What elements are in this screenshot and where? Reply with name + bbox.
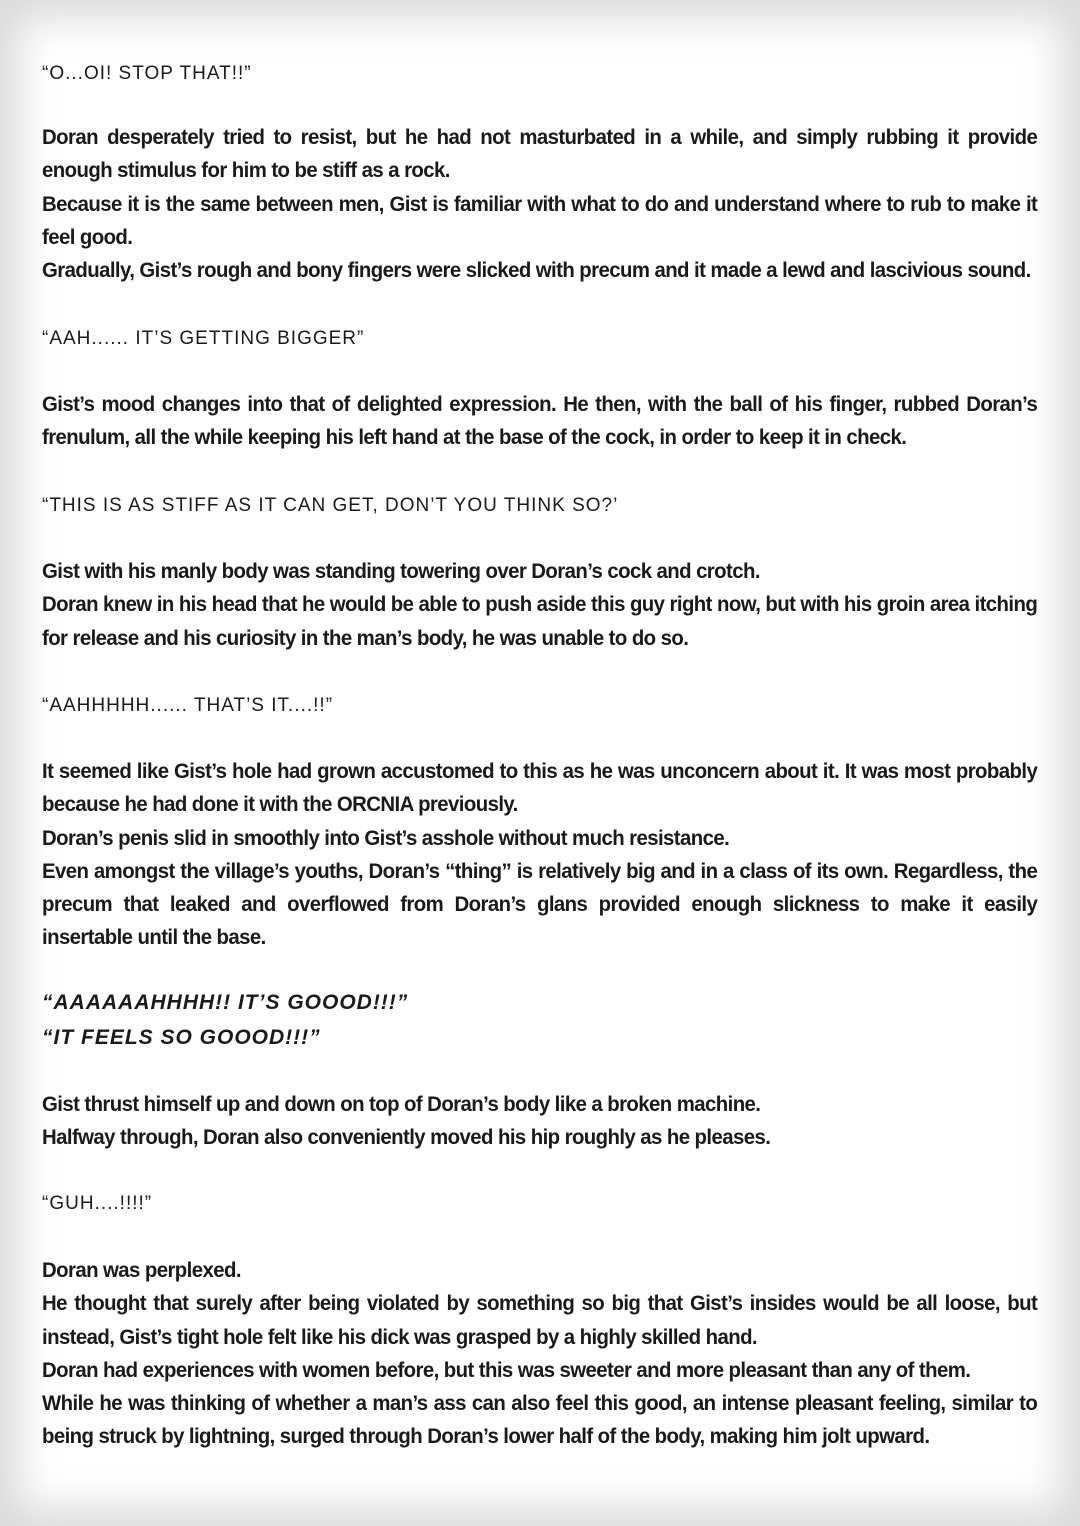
narration-paragraph bbox=[42, 755, 1068, 955]
sentence: He thought that surely after being violated by something so big that Gist’s insides would be all loose, but instead, Gist’s tight hole felt like his dick was grasped by a highly skilled hand. bbox=[42, 1292, 1038, 1349]
dialogue-text: “AAH...... IT’S GETTING BIGGER” bbox=[42, 328, 365, 349]
dialogue-text: “IT FEELS SO GOOOD!!!” bbox=[42, 1026, 321, 1049]
dialogue-line bbox=[42, 689, 1068, 722]
sentence: Gist thrust himself up and down on top of Doran’s body like a broken machine. bbox=[42, 1093, 761, 1116]
sentence: Gist’s mood changes into that of delighted expression. He then, with the ball of his finger, rubbed Doran’s frenulum, all the while keeping his left hand at the base of the cock, in order to keep it in check. bbox=[42, 393, 1038, 450]
sentence: Even amongst the village’s youths, Doran’s “thing” is relatively big and in a class of its own. Regardless, the precum that leaked and overflowed from Doran’s glans provided enough slickness to make it easily insertable until the base. bbox=[42, 859, 1038, 950]
dialogue-text: “THIS IS AS STIFF AS IT CAN GET, DON’T YOU THINK SO?’ bbox=[42, 495, 619, 516]
dialogue-text: “AAAAAAHHHH!! IT’S GOOOD!!!” bbox=[42, 991, 409, 1014]
sentence: Doran knew in his head that he would be able to push aside this guy right now, but with his groin area itching for release and his curiosity in the man’s body, he was unable to do so. bbox=[42, 593, 1038, 650]
sentence: Doran desperately tried to resist, but he had not masturbated in a while, and simply rubbing it provide enough stimulus for him to be stiff as a rock. bbox=[42, 126, 1038, 183]
sentence: While he was thinking of whether a man’s ass can also feel this good, an intense pleasant feeling, similar to being struck by lightning, surged through Doran’s lower half of the body, making him jolt upward. bbox=[42, 1392, 1038, 1449]
narration-paragraph bbox=[42, 121, 1068, 287]
dialogue-text: “O...OI! STOP THAT!!” bbox=[42, 63, 252, 84]
sentence: Doran was perplexed. bbox=[42, 1259, 241, 1282]
narration-paragraph bbox=[42, 1254, 1068, 1454]
dialogue-line bbox=[42, 1187, 1068, 1220]
sentence: It seemed like Gist’s hole had grown accustomed to this as he was unconcern about it. It was most probably because he had done it with the ORCNIA previously. bbox=[42, 760, 1038, 817]
dialogue-text: “AAHHHHH...... THAT’S IT....!!” bbox=[42, 695, 334, 716]
sentence: Doran had experiences with women before, but this was sweeter and more pleasant than any of them. bbox=[42, 1358, 971, 1382]
sentence: Doran’s penis slid in smoothly into Gist’s asshole without much resistance. bbox=[42, 826, 730, 850]
sentence: Halfway through, Doran also conveniently moved his hip roughly as he pleases. bbox=[42, 1126, 771, 1150]
narration-paragraph bbox=[42, 1088, 1068, 1155]
dialogue-line bbox=[42, 985, 1068, 1055]
dialogue-line bbox=[42, 57, 1068, 90]
narration-paragraph bbox=[42, 388, 1068, 455]
dialogue-line bbox=[42, 322, 1068, 355]
dialogue-line bbox=[42, 489, 1068, 522]
dialogue-text: “GUH....!!!!” bbox=[42, 1193, 153, 1214]
sentence: Because it is the same between men, Gist is familiar with what to do and understand where to rub to make it feel good. bbox=[42, 192, 1038, 249]
sentence: Gradually, Gist’s rough and bony fingers were slicked with precum and it made a lewd and lascivious sound. bbox=[42, 259, 1031, 283]
narration-paragraph bbox=[42, 555, 1068, 655]
sentence: Gist with his manly body was standing towering over Doran’s cock and crotch. bbox=[42, 560, 760, 583]
